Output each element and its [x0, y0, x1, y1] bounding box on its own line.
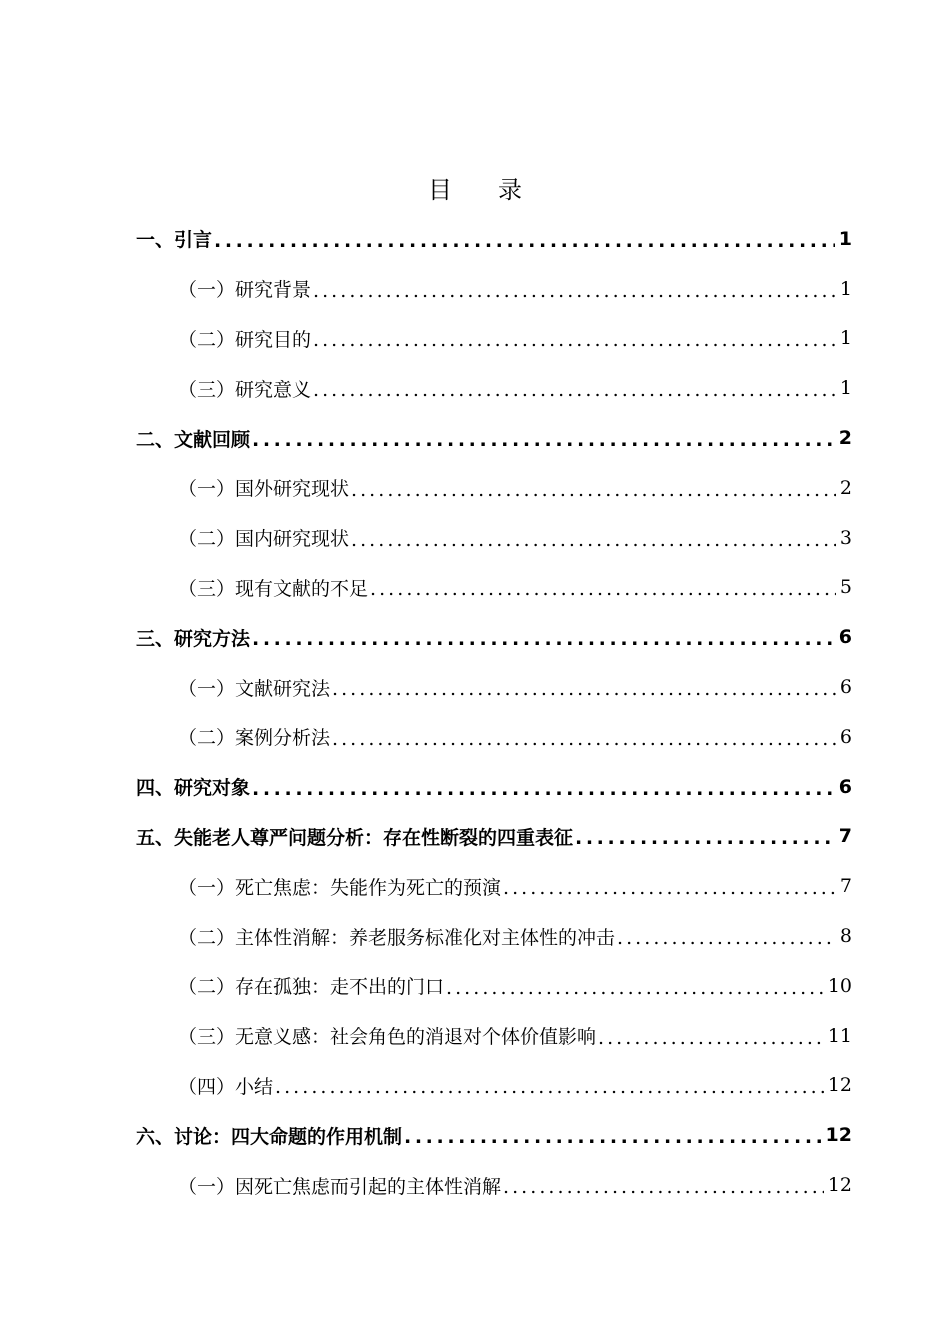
dot-leader	[575, 826, 835, 850]
toc-title	[0, 170, 950, 205]
toc-entry-label: （三）现有文献的不足	[178, 577, 369, 600]
toc-entry[interactable]	[136, 961, 852, 1011]
toc-entry-page: 1	[838, 227, 852, 250]
toc-entry[interactable]	[136, 314, 852, 364]
toc-entry-label: 三、研究方法	[136, 627, 251, 650]
toc-entry-page: 1	[839, 377, 852, 400]
toc-entry-label: 五、失能老人尊严问题分析：存在性断裂的四重表征	[136, 826, 574, 849]
toc-entry-page: 6	[839, 676, 852, 699]
toc-entry-label: 二、文献回顾	[136, 428, 251, 451]
toc-title-char-1: 目	[428, 176, 452, 204]
toc-entry[interactable]	[136, 1160, 852, 1210]
toc-entry-page: 8	[839, 925, 852, 948]
dot-leader	[446, 976, 824, 1000]
toc-entry-label: （二）研究目的	[178, 328, 312, 351]
toc-entry[interactable]	[136, 563, 852, 613]
toc-entry-label: （三）无意义感：社会角色的消退对个体价值影响	[178, 1026, 597, 1049]
toc-entry-page: 5	[839, 576, 852, 599]
toc-entry[interactable]	[136, 363, 852, 413]
toc-entry-label: （一）国外研究现状	[178, 478, 350, 501]
toc-entry[interactable]	[136, 413, 852, 463]
toc-entry-label: 一、引言	[136, 229, 213, 252]
toc-entry-page: 1	[839, 327, 852, 350]
toc-entry-page: 12	[827, 1074, 852, 1097]
dot-leader	[313, 328, 836, 352]
toc-entry-page: 6	[839, 725, 852, 748]
toc-entry[interactable]	[136, 264, 852, 314]
dot-leader	[370, 577, 836, 601]
dot-leader	[252, 428, 835, 452]
toc-entry-page: 3	[839, 526, 852, 549]
table-of-contents	[136, 214, 852, 1210]
toc-entry-label: （一）死亡焦虑：失能作为死亡的预演	[178, 876, 502, 899]
dot-leader	[598, 1026, 824, 1050]
toc-title-char-2: 录	[498, 176, 522, 204]
toc-entry-label: （二）主体性消解：养老服务标准化对主体性的冲击	[178, 926, 616, 949]
dot-leader	[275, 1075, 824, 1099]
dot-leader	[332, 677, 836, 701]
toc-entry-page: 7	[839, 875, 852, 898]
toc-entry-page: 7	[838, 825, 852, 848]
dot-leader	[214, 229, 835, 253]
dot-leader	[503, 1175, 824, 1199]
toc-entry-page: 2	[838, 427, 852, 450]
toc-entry[interactable]	[136, 612, 852, 662]
toc-entry-label: （一）因死亡焦虑而引起的主体性消解	[178, 1175, 502, 1198]
dot-leader	[351, 478, 836, 502]
toc-entry[interactable]	[136, 1110, 852, 1160]
toc-entry[interactable]	[136, 861, 852, 911]
toc-entry-page: 12	[825, 1124, 852, 1147]
toc-entry[interactable]	[136, 214, 852, 264]
toc-entry-page: 10	[827, 974, 852, 997]
dot-leader	[313, 279, 836, 303]
toc-entry-label: （一）文献研究法	[178, 677, 331, 700]
toc-entry[interactable]	[136, 662, 852, 712]
toc-entry-page: 11	[827, 1024, 852, 1047]
toc-entry-page: 2	[839, 476, 852, 499]
toc-entry-label: （二）案例分析法	[178, 727, 331, 750]
toc-entry[interactable]	[136, 712, 852, 762]
toc-entry[interactable]	[136, 1011, 852, 1061]
toc-entry[interactable]	[136, 762, 852, 812]
toc-entry-label: （三）研究意义	[178, 378, 312, 401]
toc-entry[interactable]	[136, 812, 852, 862]
toc-entry-page: 6	[838, 626, 852, 649]
toc-entry-label: （一）研究背景	[178, 279, 312, 302]
toc-entry-label: （二）国内研究现状	[178, 528, 350, 551]
dot-leader	[617, 926, 836, 950]
toc-entry[interactable]	[136, 911, 852, 961]
dot-leader	[313, 378, 836, 402]
toc-entry-label: 四、研究对象	[136, 777, 251, 800]
toc-entry-label: 六、讨论：四大命题的作用机制	[136, 1125, 403, 1148]
toc-entry[interactable]	[136, 463, 852, 513]
dot-leader	[503, 876, 836, 900]
toc-entry[interactable]	[136, 513, 852, 563]
toc-entry-label: （二）存在孤独：走不出的门口	[178, 976, 445, 999]
toc-entry-page: 1	[839, 277, 852, 300]
toc-entry[interactable]	[136, 1061, 852, 1111]
dot-leader	[404, 1125, 822, 1149]
toc-entry-page: 12	[827, 1174, 852, 1197]
toc-entry-page: 6	[838, 775, 852, 798]
dot-leader	[332, 727, 836, 751]
dot-leader	[351, 528, 836, 552]
dot-leader	[252, 777, 835, 801]
dot-leader	[252, 627, 835, 651]
toc-entry-label: （四）小结	[178, 1075, 274, 1098]
